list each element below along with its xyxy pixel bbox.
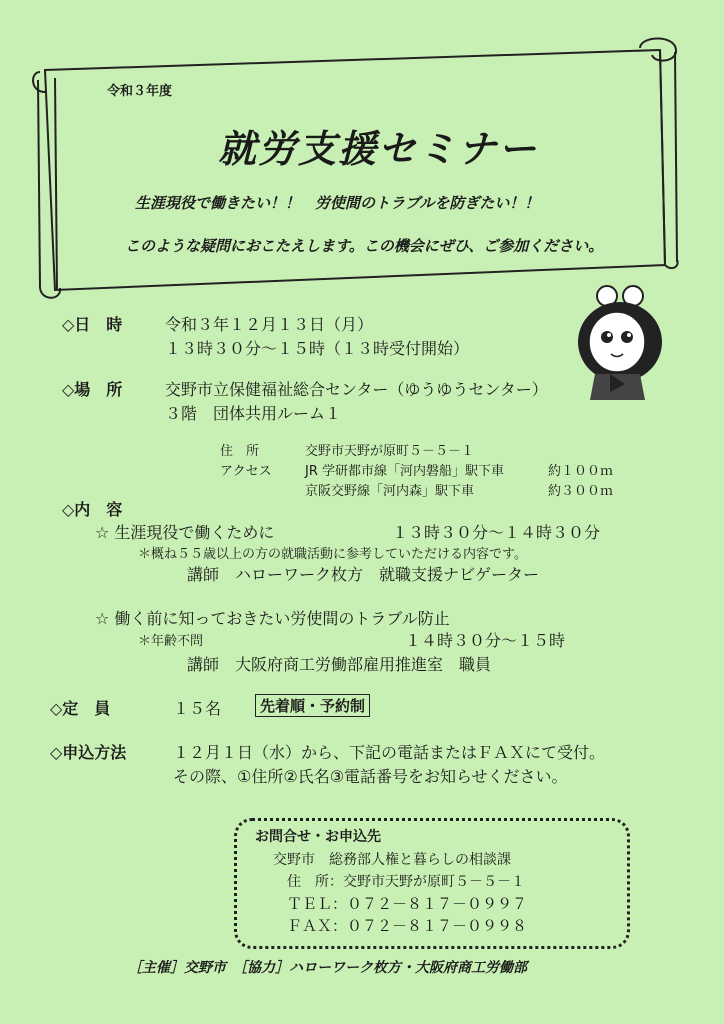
tagline: 生涯現役で働きたい！！ 労使間のトラブルを防ぎたい！！: [135, 194, 540, 212]
venue-address: 交野市天野が原町５－５－１: [305, 444, 475, 459]
access-route-2: 京阪交野線「河内森」駅下車: [305, 484, 475, 499]
datetime-label: ◇日 時: [62, 315, 123, 334]
address-label: 住 所: [220, 444, 260, 459]
session2-title: ☆ 働く前に知っておきたい労使間のトラブル防止: [95, 609, 450, 628]
reservation-badge: 先着順・予約制: [255, 694, 370, 717]
invite-text: このような疑問におこたえします。この機会にぜひ、ご参加ください。: [125, 237, 604, 255]
organizer-footer: ［主催］交野市 ［協力］ハローワーク枚方・大阪府商工労働部: [128, 960, 527, 976]
contact-tel: ＴＥＬ：０７２－８１７－０９９７: [287, 895, 528, 913]
session2-lecturer: 講師 大阪府商工労働部雇用推進室 職員: [187, 655, 492, 674]
capacity-value: １５名: [173, 699, 222, 718]
apply-line-1: １２月１日（水）から、下記の電話またはＦＡＸにて受付。: [173, 743, 606, 762]
access-distance-2: 約３００ｍ: [548, 484, 614, 499]
place-label: ◇場 所: [62, 380, 123, 399]
session1-title: ☆ 生涯現役で働くために: [95, 523, 275, 542]
page-title: 就労支援セミナー: [218, 127, 539, 171]
access-route-1: JR 学研都市線「河内磐船」駅下車: [305, 464, 504, 479]
session1-time: １３時３０分～１４時３０分: [392, 523, 601, 542]
venue-name: 交野市立保健福祉総合センター（ゆうゆうセンター）: [165, 380, 548, 399]
event-date: 令和３年１２月１３日（月）: [165, 315, 374, 334]
session2-note: ＊年齢不問: [138, 634, 204, 649]
contact-department: 交野市 総務部人権と暮らしの相談課: [273, 852, 511, 868]
access-distance-1: 約１００ｍ: [548, 464, 614, 479]
apply-line-2: その際、①住所②氏名③電話番号をお知らせください。: [173, 767, 568, 786]
contact-heading: お問合せ・お申込先: [255, 829, 381, 845]
mascot-image: [565, 282, 675, 412]
session2-time: １４時３０分～１５時: [405, 631, 566, 650]
venue-room: ３階 団体共用ルーム１: [165, 404, 342, 423]
capacity-label: ◇定 員: [50, 699, 111, 718]
session1-lecturer: 講師 ハローワーク枚方 就職支援ナビゲーター: [187, 565, 540, 584]
contact-address: 住 所：交野市天野が原町５－５－１: [287, 874, 525, 890]
fiscal-year: 令和３年度: [107, 84, 173, 99]
event-time: １３時３０分～１５時（１３時受付開始）: [165, 339, 470, 358]
session1-note: ＊概ね５５歳以上の方の就職活動に参考していただける内容です。: [138, 547, 527, 562]
contact-fax: ＦＡＸ：０７２－８１７－０９９８: [287, 917, 528, 935]
access-label: アクセス: [220, 464, 272, 479]
apply-label: ◇申込方法: [50, 743, 127, 762]
content-label: ◇内 容: [62, 500, 123, 519]
